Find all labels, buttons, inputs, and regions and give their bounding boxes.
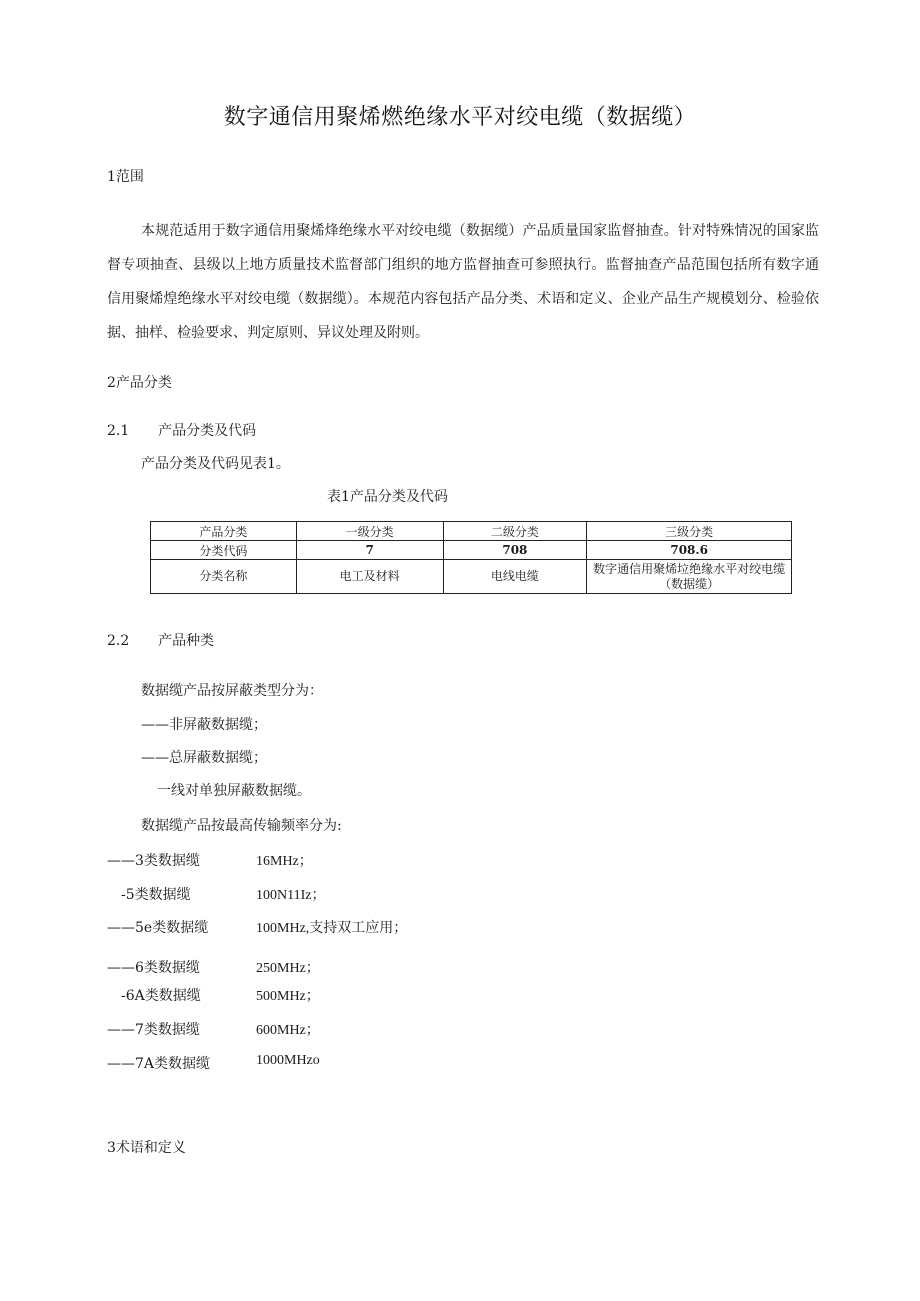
section-1-heading: 1范围 <box>107 169 144 185</box>
table-cell: 数字通信用聚烯垃绝缘水平对绞电缆（数据缆） <box>587 560 792 594</box>
frequency-category: ——7类数据缆 <box>107 1022 200 1038</box>
document-title: 数字通信用聚烯燃绝缘水平对绞电缆（数据缆） <box>223 105 697 130</box>
table-cell: 电线电缆 <box>443 560 587 594</box>
frequency-value: 1000MHzo <box>256 1053 320 1068</box>
section-2-heading: 2产品分类 <box>107 375 172 391</box>
shield-item: ——非屏蔽数据缆； <box>141 717 267 733</box>
section-1-paragraph: 本规范适用于数字通信用聚烯烽绝缘水平对绞电缆（数据缆）产品质量国家监督抽查。针对特殊情况的国家监督专项抽查、县级以上地方质量技术监督部门组织的地方监督抽查可参照执行。监督抽查产品范围包括所有数字通信用聚烯煌绝缘水平对绞电缆（数据缆）。本规范内容包括产品分类、术语和定义、企业产品生产规模划分、检验依据、抽样、检验要求、判定原则、异议处理及附则。 <box>107 223 819 341</box>
table-code-row <box>151 541 792 560</box>
table-caption: 表1产品分类及代码 <box>327 489 448 505</box>
frequency-category: ——3类数据缆 <box>107 853 200 869</box>
table-cell: 分类代码 <box>151 541 297 560</box>
subsection-2-2-title: 产品种类 <box>158 633 215 649</box>
frequency-value: 500MHz； <box>256 989 320 1004</box>
table-cell: 产品分类 <box>151 522 297 541</box>
subsection-2-1-number: 2.1 <box>107 423 130 439</box>
table-name-row <box>151 560 792 594</box>
classification-table <box>150 521 792 594</box>
frequency-category: ——6类数据缆 <box>107 960 200 976</box>
frequency-intro: 数据缆产品按最高传输频率分为: <box>141 818 342 834</box>
subsection-2-1-title: 产品分类及代码 <box>158 423 257 439</box>
shield-item: 一线对单独屏蔽数据缆。 <box>157 783 311 799</box>
table-cell: 708.6 <box>587 541 792 560</box>
frequency-value: 16MHz； <box>256 854 313 869</box>
frequency-value: 100N11Iz； <box>256 888 326 903</box>
table-intro: 产品分类及代码见表1。 <box>141 456 290 472</box>
frequency-value: 100MHz,支持双工应用； <box>256 921 408 936</box>
table-cell: 7 <box>296 541 443 560</box>
table-cell: 二级分类 <box>443 522 587 541</box>
frequency-category: -6A类数据缆 <box>121 988 201 1004</box>
shield-item: ——总屏蔽数据缆； <box>141 750 267 766</box>
subsection-2-2-heading <box>107 630 214 650</box>
shield-intro: 数据缆产品按屏蔽类型分为： <box>141 683 323 699</box>
frequency-category: -5类数据缆 <box>121 887 191 903</box>
table-header-row <box>151 522 792 541</box>
subsection-2-2-number: 2.2 <box>107 633 130 649</box>
frequency-value: 250MHz； <box>256 961 320 976</box>
table-cell: 708 <box>443 541 587 560</box>
section-3-heading: 3术语和定义 <box>107 1140 186 1156</box>
frequency-category: ——7A类数据缆 <box>107 1056 211 1072</box>
table-cell: 电工及材料 <box>296 560 443 594</box>
table-cell: 一级分类 <box>296 522 443 541</box>
table-cell: 三级分类 <box>587 522 792 541</box>
subsection-2-1-heading <box>107 420 256 440</box>
frequency-category: ——5e类数据缆 <box>107 920 209 936</box>
frequency-value: 600MHz； <box>256 1023 320 1038</box>
table-cell: 分类名称 <box>151 560 297 594</box>
